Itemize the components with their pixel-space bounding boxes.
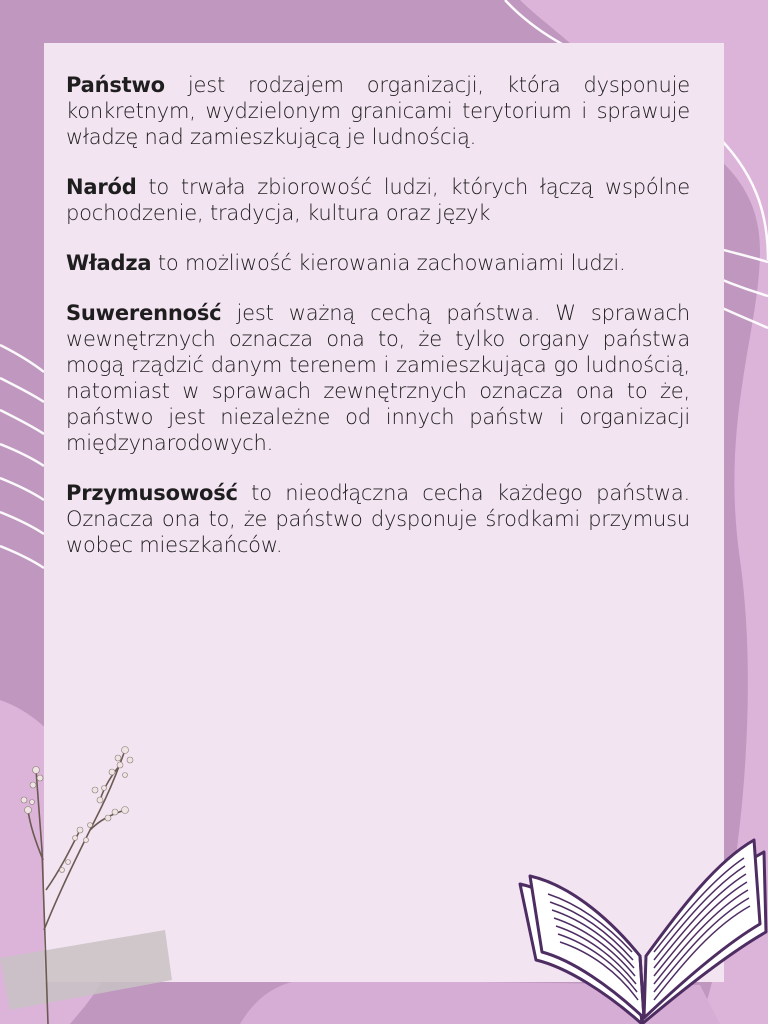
term-label: Naród	[66, 175, 137, 199]
definitions-list	[66, 72, 690, 582]
term-label: Przymusowość	[66, 481, 238, 505]
term-label: Suwerenność	[66, 301, 222, 325]
definition-narod	[66, 174, 690, 226]
definition-przymusowosc	[66, 480, 690, 558]
definition-text: to nieodłączna cecha każdego państwa. Oznacza ona to, że państwo dysponuje środkami przymusu wobec mieszkańców.	[66, 481, 690, 557]
definition-text: to trwała zbiorowość ludzi, których łączą wspólne pochodzenie, tradycja, kultura oraz język	[66, 175, 690, 225]
definition-wladza	[66, 250, 690, 276]
term-label: Państwo	[66, 73, 165, 97]
dried-flower-illustration	[0, 730, 220, 1024]
definition-text: jest ważną cechą państwa. W sprawach wewnętrznych oznacza ona to, że tylko organy państwa mogą rządzić danym terenem i zamieszkująca go ludnością, natomiast w sprawach zewnętrznych oznacza ona to że, państwo jest niezależne od innych państw i organizacji międzynarodowych.	[66, 301, 690, 455]
definition-text: jest rodzajem organizacji, która dysponuje konkretnym, wydzielonym granicami terytorium i sprawuje władzę nad zamieszkującą je ludnością.	[66, 73, 690, 149]
open-book-icon	[516, 832, 768, 1024]
definition-panstwo	[66, 72, 690, 150]
definition-suwerennosc	[66, 300, 690, 456]
term-label: Władza	[66, 251, 152, 275]
definition-text: to możliwość kierowania zachowaniami ludzi.	[151, 251, 626, 275]
